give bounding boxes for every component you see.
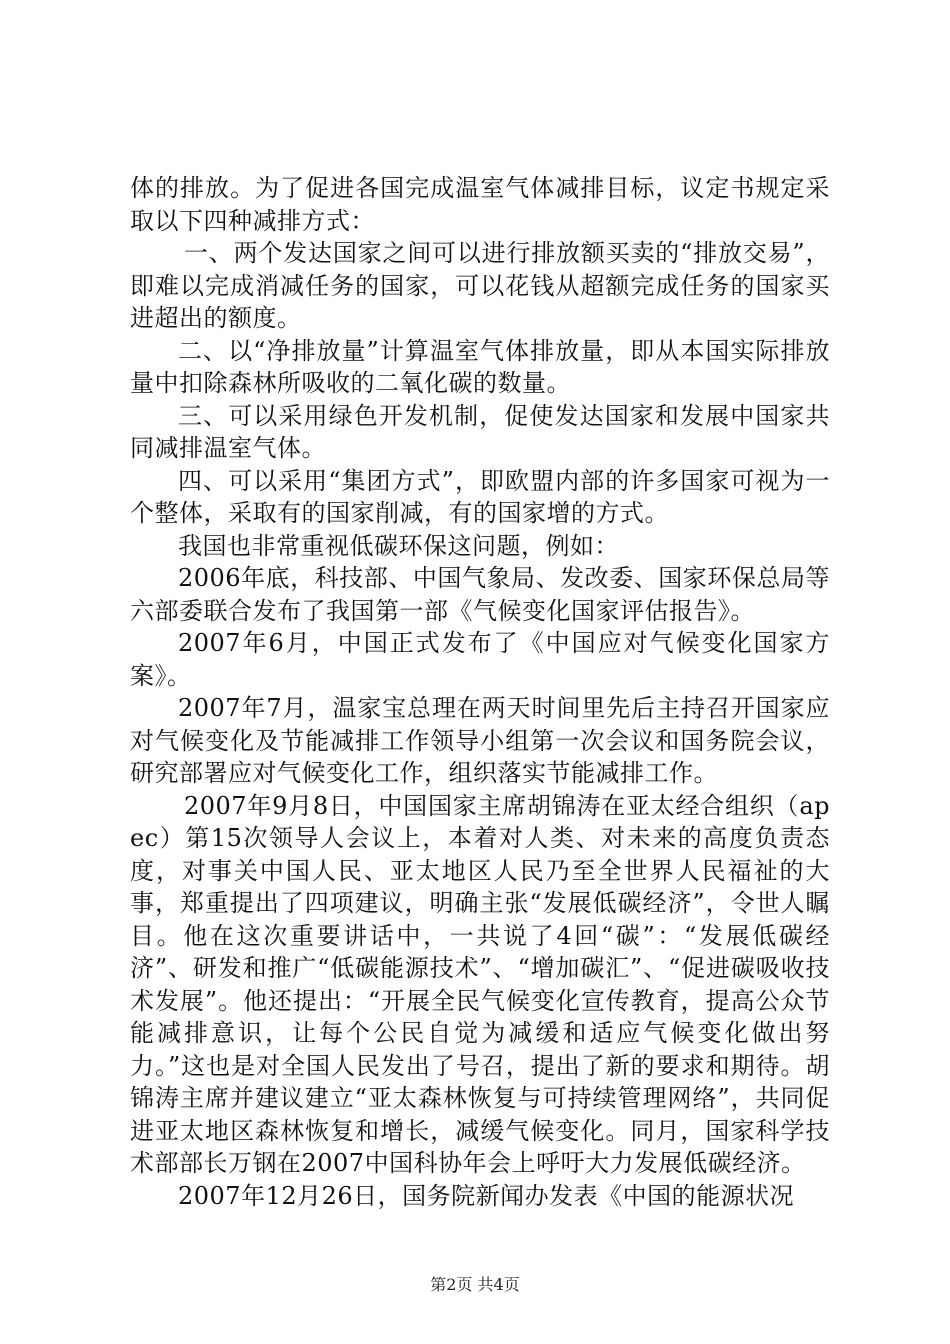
paragraph: 2006年底，科技部、中国气象局、发改委、国家环保总局等六部委联合发布了我国第一部《气候变化国家评估报告》。 — [130, 564, 830, 625]
paragraph: 我国也非常重视低碳环保这问题，例如： — [178, 531, 619, 560]
paragraph: 四、可以采用“集团方式”，即欧盟内部的许多国家可视为一个整体，采取有的国家削减，有的国家增的方式。 — [130, 466, 830, 527]
paragraph: 2007年9月8日，中国国家主席胡锦涛在亚太经合组织（apec）第15次领导人会议上，本着对人类、对未来的高度负责态度，对事关中国人民、亚太地区人民乃至全世界人民福祉的大事，郑重提出了四项建议，明确主张“发展低碳经济”，令世人瞩目。他在这次重要讲话中，一共说了4回“碳”：“发展低碳经济”、研发和推广“低碳能源技术”、“增加碳汇”、“促进碳吸收技术发展”。他还提出：“开展全民气候变化宣传教育，提高公众节能减排意识，让每个公民自觉为减缓和适应气候变化做出努力。”这也是对全国人民发出了号召，提出了新的要求和期待。胡锦涛主席并建议建立“亚太森林恢复与可持续管理网络”，共同促进亚太地区森林恢复和增长，减缓气候变化。同月，国家科学技术部部长万钢在2007中国科协年会上呼吁大力发展低碳经济。 — [130, 791, 830, 1177]
page-number-footer: 第2页 共4页 — [430, 1275, 520, 1294]
document-body — [130, 172, 830, 1212]
paragraph: 三、可以采用绿色开发机制，促使发达国家和发展中国家共同减排温室气体。 — [130, 401, 830, 462]
paragraph: 2007年12月26日，国务院新闻办发表《中国的能源状况 — [178, 1181, 795, 1210]
paragraph: 2007年7月，温家宝总理在两天时间里先后主持召开国家应对气候变化及节能减排工作领导小组第一次会议和国务院会议，研究部署应对气候变化工作，组织落实节能减排工作。 — [130, 694, 830, 787]
paragraph: 二、以“净排放量”计算温室气体排放量，即从本国实际排放量中扣除森林所吸收的二氧化碳的数量。 — [130, 336, 830, 397]
paragraph: 一、两个发达国家之间可以进行排放额买卖的“排放交易”，即难以完成消减任务的国家，可以花钱从超额完成任务的国家买进超出的额度。 — [130, 239, 830, 332]
paragraph: 体的排放。为了促进各国完成温室气体减排目标，议定书规定采取以下四种减排方式： — [130, 174, 830, 235]
paragraph: 2007年6月，中国正式发布了《中国应对气候变化国家方案》。 — [130, 629, 830, 690]
